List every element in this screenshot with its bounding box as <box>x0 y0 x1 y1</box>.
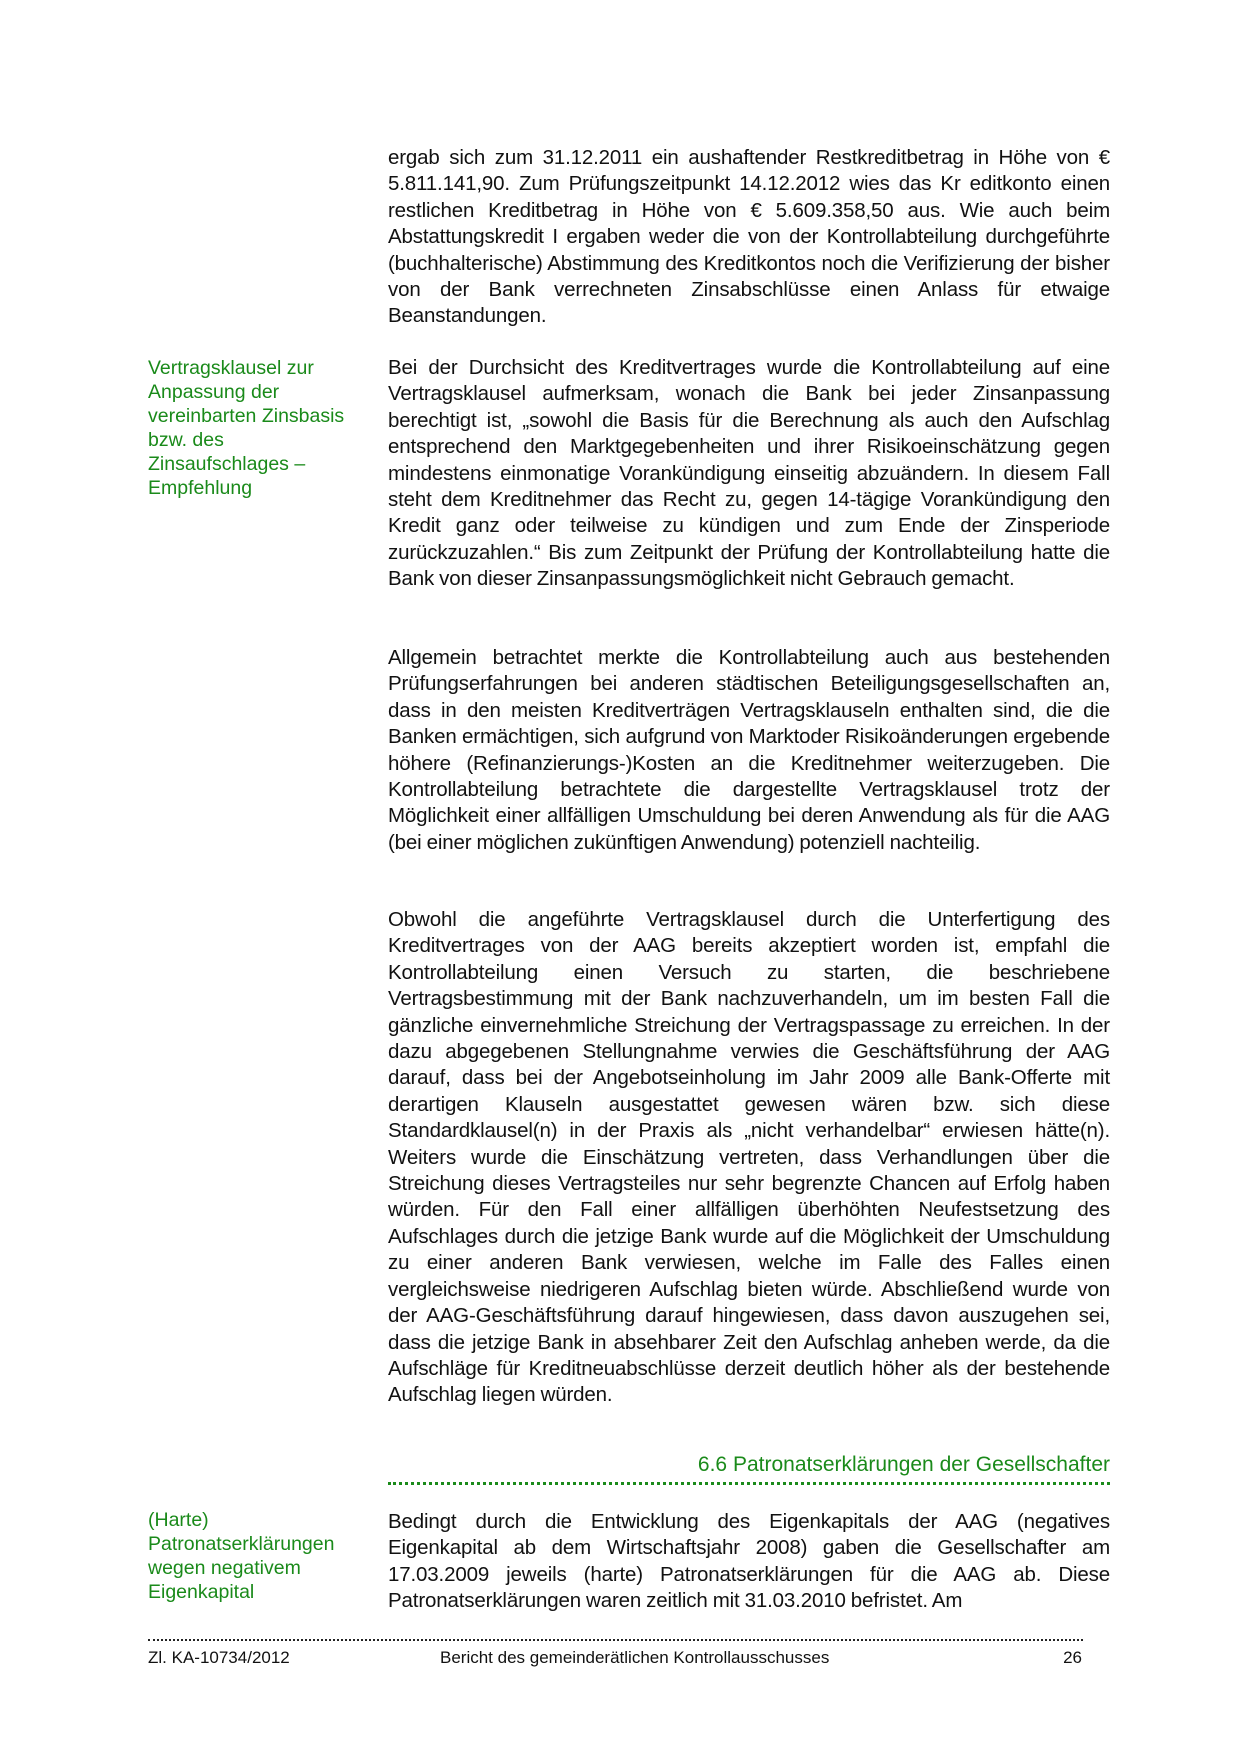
paragraph-allgemein <box>388 645 1110 856</box>
paragraph-text: ergab sich zum 31.12.2011 ein aushaftender Restkreditbetrag in Höhe von € 5.811.141,90. Zum Prüfungszeitpunkt 14.12.2012 wies das Kr editkonto einen restlichen Kreditbetrag in Höhe von € 5.609.358,50 aus. Wie auch beim Abstattungskredit I ergaben weder die von der Kontrollabteilung durchgeführte (buchhalterische) Abstimmung des Kreditkontos noch die Verifizierung der bisher von der Bank verrechneten Zinsabschlüsse einen Anlass für etwaige Beanstandungen. <box>388 146 1110 328</box>
paragraph-obwohl <box>388 907 1110 1409</box>
paragraph-text: Bei der Durchsicht des Kreditvertrages wurde die Kontrollabteilung auf eine Vertragsklausel aufmerksam, wonach die Bank bei jeder Zinsanpassung berechtigt ist, „sowohl die Basis für die Berechnung als auch den Aufschlag entsprechend den Marktgegebenheiten und ihrer Risikoeinschätzung gegen mindestens einmonatige Vorankündigung einseitig abzuändern. In diesem Fall steht dem Kreditnehmer das Recht zu, gegen 14-tägige Vorankündigung den Kredit ganz oder teilweise zu kündigen und zum Ende der Zinsperiode zurückzuzahlen.“ Bis zum Zeitpunkt der Prüfung der Kontrollabteilung hatte die Bank von dieser Zinsanpassungsmöglichkeit nicht Gebrauch gemacht. <box>388 356 1110 591</box>
footer-reference: Zl. KA-10734/2012 <box>148 1648 290 1667</box>
margin-note-vertragsklausel: Vertragsklausel zur Anpassung der vereinbarten Zinsbasis bzw. des Zinsaufschlages – Empfehlung <box>148 357 345 499</box>
margin-note-patronatserklaerungen: (Harte) Patronatserklärungen wegen negativem Eigenkapital <box>148 1509 335 1603</box>
paragraph-bedingt <box>388 1509 1110 1615</box>
page-number: 26 <box>1063 1648 1082 1667</box>
paragraph-vertragsklausel <box>388 355 1110 593</box>
section-heading: 6.6 Patronatserklärungen der Gesellschafter <box>697 1453 1110 1476</box>
paragraph-text: Bedingt durch die Entwicklung des Eigenkapitals der AAG (negatives Eigenkapital ab dem Wirtschaftsjahr 2008) gaben die Gesellschafter am 17.03.2009 jeweils (harte) Patronatserklärungen für die AAG ab. Diese Patronatserklärungen waren zeitlich mit 31.03.2010 befristet. Am <box>388 1510 1110 1613</box>
paragraph-text: Obwohl die angeführte Vertragsklausel durch die Unterfertigung des Kreditvertrages von der AAG bereits akzeptiert worden ist, empfahl die Kontrollabteilung einen Versuch zu starten, die beschriebene Vertragsbestimmung mit der Bank nachzuverhandeln, um im besten Fall die gänzliche einvernehmliche Streichung der Vertragspassage zu erreichen. In der dazu abgegebenen Stellungnahme verwies die Geschäftsführung der AAG darauf, dass bei der Angebotseinholung im Jahr 2009 alle Bank-Offerte mit derartigen Klauseln ausgestattet gewesen wären bzw. sich diese Standardklausel(n) in der Praxis als „nicht verhandelbar“ erwiesen hätte(n). Weiters wurde die Einschätzung vertreten, dass Verhandlungen über die Streichung dieses Vertragsteiles nur sehr begrenzte Chancen auf Erfolg haben würden. Für den Fall einer allfälligen überhöhten Neufestsetzung des Aufschlages durch die jetzige Bank wurde auf die Möglichkeit der Umschuldung zu einer anderen Bank verwiesen, welche im Falle des Falles einen vergleichsweise niedrigeren Aufschlag bieten würde. Abschließend wurde von der AAG-Geschäftsführung darauf hingewiesen, dass davon auszugehen sei, dass die jetzige Bank in absehbarer Zeit den Aufschlag anheben werde, da die Aufschläge für Kreditneuabschlüsse derzeit deutlich höher als der bestehende Aufschlag liegen würden. <box>388 908 1110 1407</box>
footer-title: Bericht des gemeinderätlichen Kontrollausschusses <box>440 1648 830 1667</box>
section-divider <box>388 1482 1110 1485</box>
paragraph-text: Allgemein betrachtet merkte die Kontrollabteilung auch aus bestehenden Prüfungserfahrungen bei anderen städtischen Beteiligungsgesellschaften an, dass in den meisten Kreditverträgen Vertragsklauseln enthalten sind, die die Banken ermächtigen, sich aufgrund von Marktoder Risikoänderungen ergebende höhere (Refinanzierungs-)Kosten an die Kreditnehmer weiterzugeben. Die Kontrollabteilung betrachtete die dargestellte Vertragsklausel trotz der Möglichkeit einer allfälligen Umschuldung bei deren Anwendung als für die AAG (bei einer möglichen zukünftigen Anwendung) potenziell nachteilig. <box>388 646 1110 854</box>
paragraph-continuation <box>388 145 1110 330</box>
footer-divider <box>148 1639 1083 1641</box>
